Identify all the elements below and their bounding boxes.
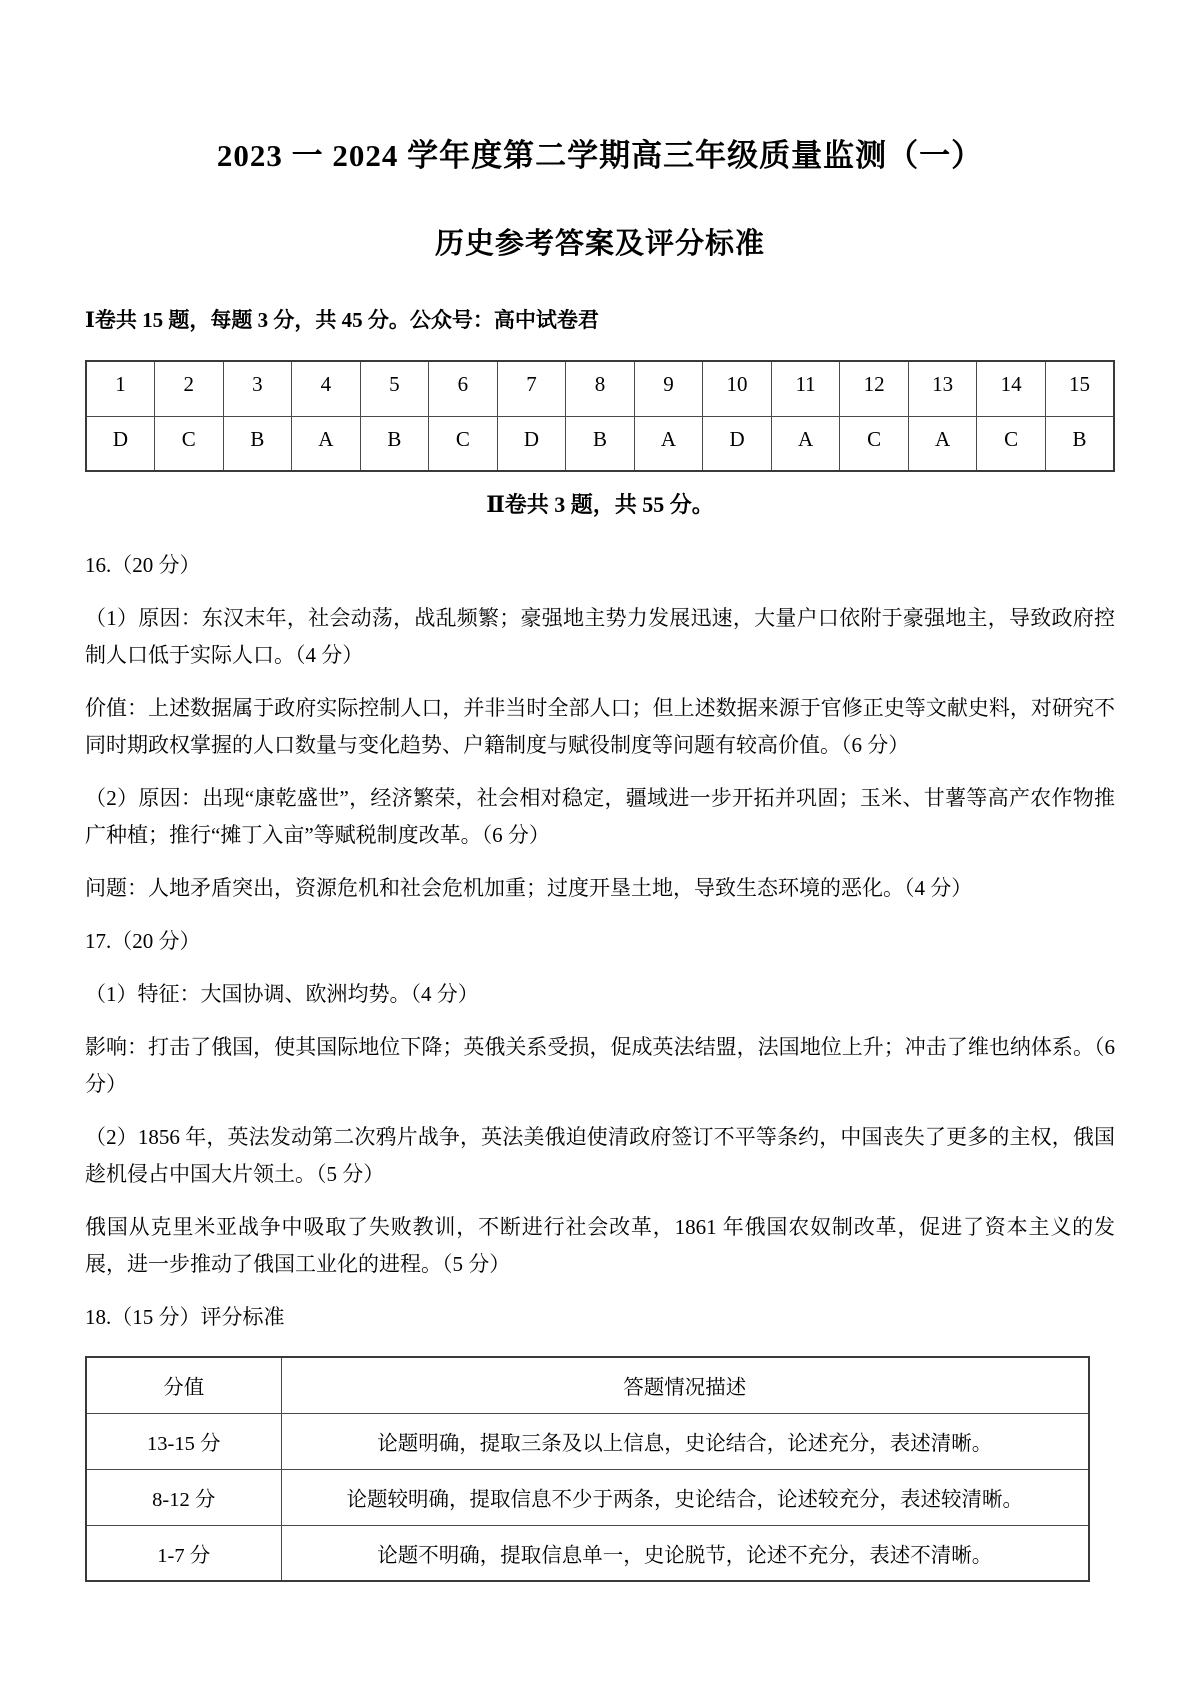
question-number-cell: 9	[634, 361, 703, 416]
question-number-cell: 7	[497, 361, 566, 416]
part2-intro-line: Ⅱ卷共 3 题，共 55 分。	[486, 492, 714, 517]
question-number-cell: 8	[566, 361, 635, 416]
rubric-header-description: 答题情况描述	[281, 1357, 1089, 1413]
answer-letter-cell: A	[292, 416, 361, 471]
question-number-cell: 1	[86, 361, 155, 416]
question17-answer-paragraph: 影响：打击了俄国，使其国际地位下降；英俄关系受损，促成英法结盟，法国地位上升；冲击了维也纳体系。（6 分）	[85, 1035, 1115, 1096]
question16-answer-paragraph: （1）原因：东汉末年，社会动荡，战乱频繁；豪强地主势力发展迅速，大量户口依附于豪强地主，导致政府控制人口低于实际人口。（4 分）	[85, 606, 1115, 667]
answer-letter-cell: A	[908, 416, 977, 471]
question18-scoring-rubric-table	[85, 1356, 1090, 1582]
question-number-cell: 15	[1045, 361, 1114, 416]
question-number-row	[86, 361, 1114, 416]
rubric-header-row	[86, 1357, 1089, 1413]
page-content	[85, 0, 1115, 1582]
question16-answer-paragraph: （2）原因：出现“康乾盛世”，经济繁荣，社会相对稳定，疆域进一步开拓并巩固；玉米、甘薯等高产农作物推广种植；推行“摊丁入亩”等赋税制度改革。（6 分）	[85, 786, 1115, 847]
question16-heading: 16.（20 分）	[85, 553, 201, 577]
multiple-choice-answer-table	[85, 360, 1115, 472]
rubric-score-range: 8-12 分	[86, 1469, 281, 1525]
question-number-cell: 11	[771, 361, 840, 416]
rubric-row	[86, 1469, 1089, 1525]
answer-letter-cell: A	[634, 416, 703, 471]
question-number-cell: 3	[223, 361, 292, 416]
answer-letter-cell: C	[429, 416, 498, 471]
question17-answer-paragraph: （2）1856 年，英法发动第二次鸦片战争，英法美俄迫使清政府签订不平等条约，中国丧失了更多的主权，俄国趁机侵占中国大片领土。（5 分）	[85, 1125, 1115, 1186]
question-number-cell: 12	[840, 361, 909, 416]
answer-letter-cell: B	[360, 416, 429, 471]
answer-letter-cell: D	[497, 416, 566, 471]
answer-letter-cell: A	[771, 416, 840, 471]
rubric-description: 论题不明确，提取信息单一，史论脱节，论述不充分，表述不清晰。	[281, 1525, 1089, 1581]
question18-heading: 18.（15 分）评分标准	[85, 1305, 285, 1329]
answer-letter-cell: B	[223, 416, 292, 471]
rubric-score-range: 13-15 分	[86, 1413, 281, 1469]
answer-letter-cell: C	[155, 416, 224, 471]
question-number-cell: 5	[360, 361, 429, 416]
document-title: 2023 一 2024 学年度第二学期高三年级质量监测（一）	[216, 138, 984, 173]
document-subtitle: 历史参考答案及评分标准	[434, 228, 765, 260]
question17-heading: 17.（20 分）	[85, 929, 201, 953]
rubric-description: 论题较明确，提取信息不少于两条，史论结合，论述较充分，表述较清晰。	[281, 1469, 1089, 1525]
question17-answer-paragraph: 俄国从克里米亚战争中吸取了失败教训，不断进行社会改革，1861 年俄国农奴制改革，促进了资本主义的发展，进一步推动了俄国工业化的进程。（5 分）	[85, 1215, 1115, 1276]
part1-intro-line: Ⅰ卷共 15 题，每题 3 分，共 45 分。公众号：高中试卷君	[85, 308, 599, 332]
answer-letter-cell: B	[1045, 416, 1114, 471]
question-number-cell: 4	[292, 361, 361, 416]
rubric-row	[86, 1413, 1089, 1469]
rubric-description: 论题明确，提取三条及以上信息，史论结合，论述充分，表述清晰。	[281, 1413, 1089, 1469]
rubric-header-score: 分值	[86, 1357, 281, 1413]
question16-answer-paragraph: 问题：人地矛盾突出，资源危机和社会危机加重；过度开垦土地，导致生态环境的恶化。（4 分）	[85, 876, 973, 900]
rubric-score-range: 1-7 分	[86, 1525, 281, 1581]
answer-letter-cell: C	[840, 416, 909, 471]
question-number-cell: 13	[908, 361, 977, 416]
rubric-row	[86, 1525, 1089, 1581]
question16-answer-paragraph: 价值：上述数据属于政府实际控制人口，并非当时全部人口；但上述数据来源于官修正史等文献史料，对研究不同时期政权掌握的人口数量与变化趋势、户籍制度与赋役制度等问题有较高价值。（6 分）	[85, 696, 1115, 757]
answer-letter-row	[86, 416, 1114, 471]
question-number-cell: 6	[429, 361, 498, 416]
free-response-answers	[85, 547, 1115, 1336]
question-number-cell: 10	[703, 361, 772, 416]
question-number-cell: 14	[977, 361, 1046, 416]
answer-letter-cell: D	[86, 416, 155, 471]
answer-letter-cell: C	[977, 416, 1046, 471]
question17-answer-paragraph: （1）特征：大国协调、欧洲均势。（4 分）	[85, 982, 479, 1006]
answer-letter-cell: D	[703, 416, 772, 471]
question-number-cell: 2	[155, 361, 224, 416]
answer-letter-cell: B	[566, 416, 635, 471]
